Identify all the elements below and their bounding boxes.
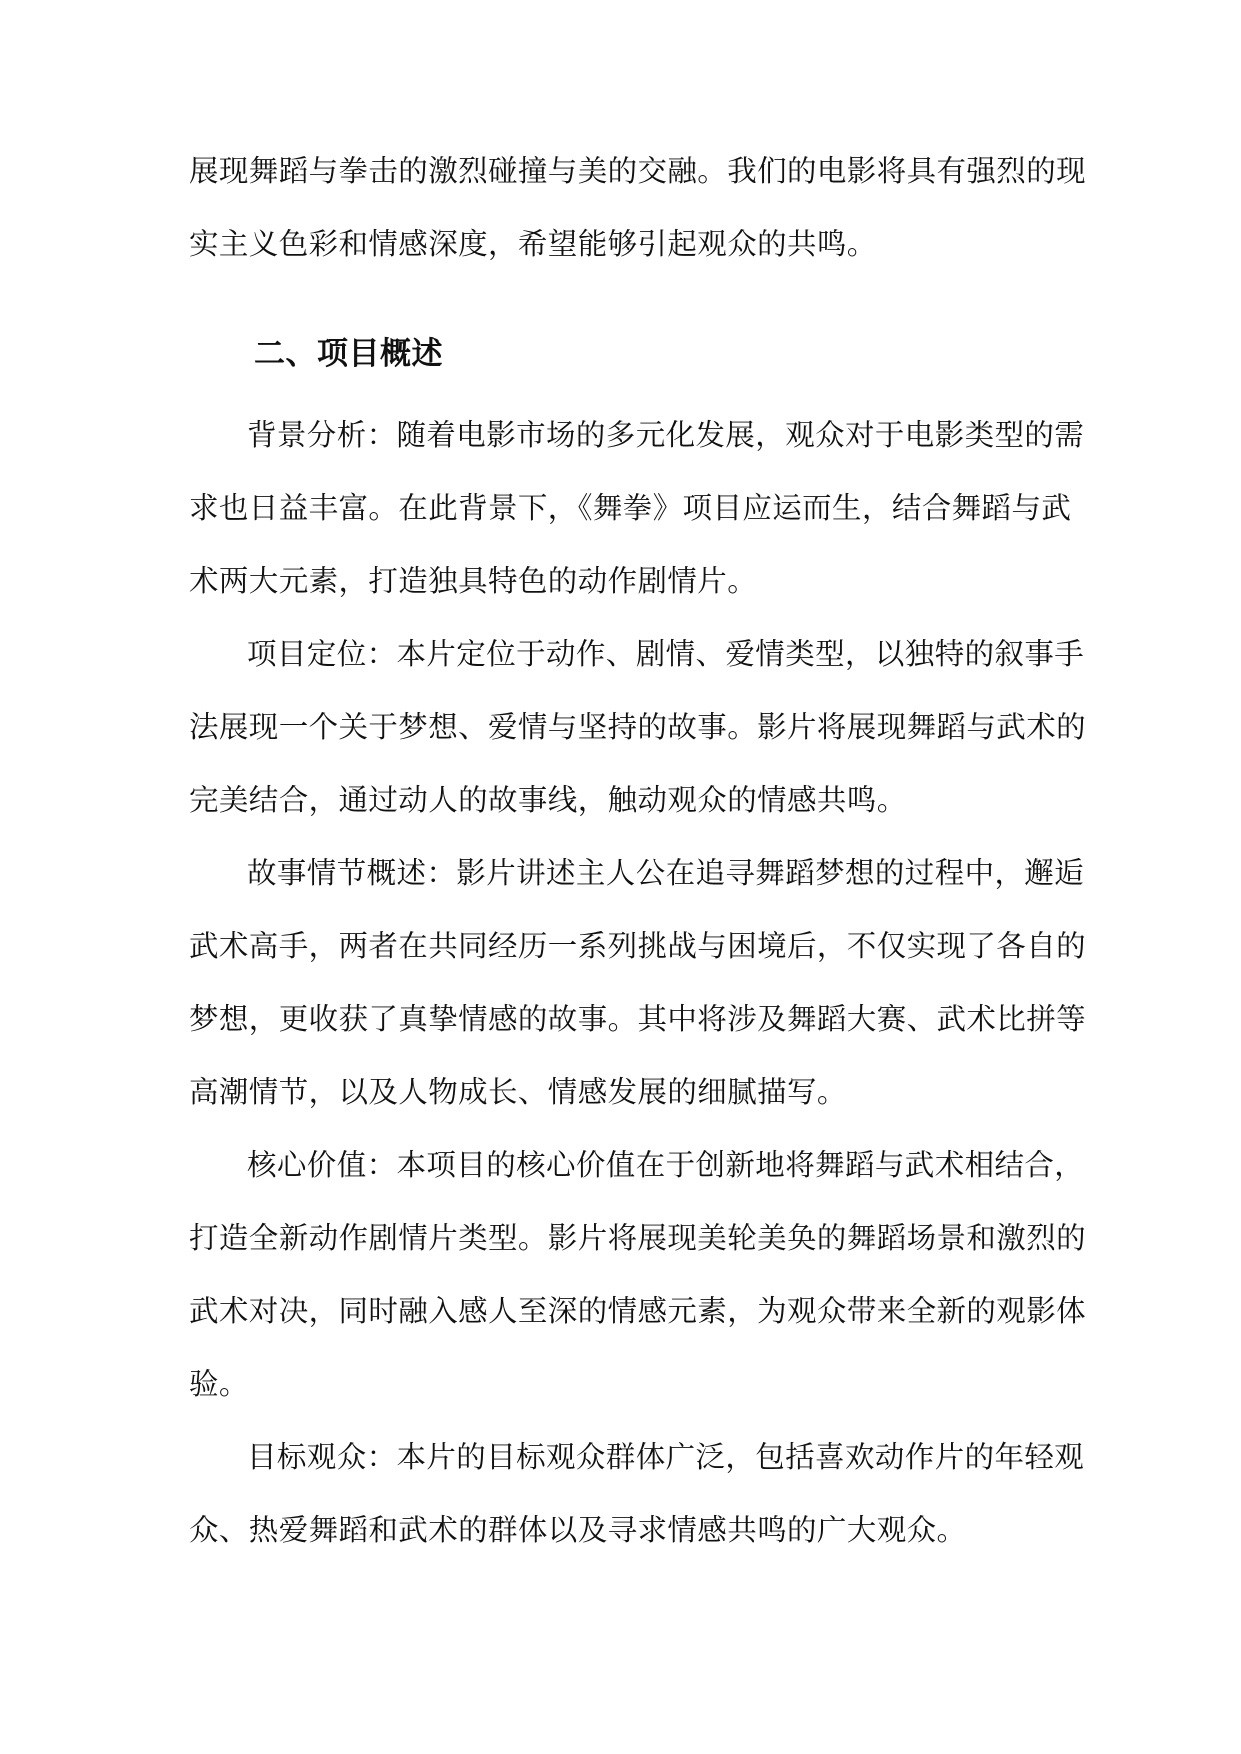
paragraph-line: 目标观众：本片的目标观众群体广泛，包括喜欢动作片的年轻观 [247, 1440, 1085, 1474]
paragraph-line: 背景分析：随着电影市场的多元化发展，观众对于电影类型的需 [247, 418, 1085, 452]
paragraph-line: 武术对决，同时融入感人至深的情感元素，为观众带来全新的观影体 [189, 1294, 1087, 1328]
intro-line: 展现舞蹈与拳击的激烈碰撞与美的交融。我们的电影将具有强烈的现 [189, 154, 1087, 188]
intro-line: 实主义色彩和情感深度，希望能够引起观众的共鸣。 [189, 227, 877, 261]
paragraph-line: 项目定位：本片定位于动作、剧情、爱情类型，以独特的叙事手 [247, 637, 1085, 671]
paragraph-line: 法展现一个关于梦想、爱情与坚持的故事。影片将展现舞蹈与武术的 [189, 710, 1087, 744]
paragraph-line: 众、热爱舞蹈和武术的群体以及寻求情感共鸣的广大观众。 [189, 1513, 967, 1547]
paragraph-line: 验。 [189, 1367, 249, 1401]
paragraph-line: 武术高手，两者在共同经历一系列挑战与困境后，不仅实现了各自的 [189, 929, 1087, 963]
paragraph-line: 故事情节概述：影片讲述主人公在追寻舞蹈梦想的过程中，邂逅 [247, 856, 1085, 890]
paragraph-line: 求也日益丰富。在此背景下，《舞拳》项目应运而生，结合舞蹈与武 [189, 491, 1072, 525]
section-heading: 二、项目概述 [254, 336, 443, 372]
paragraph-line: 核心价值：本项目的核心价值在于创新地将舞蹈与武术相结合， [247, 1148, 1085, 1182]
paragraph-line: 术两大元素，打造独具特色的动作剧情片。 [189, 564, 758, 598]
paragraph-line: 打造全新动作剧情片类型。影片将展现美轮美奂的舞蹈场景和激烈的 [189, 1221, 1087, 1255]
paragraph-line: 梦想，更收获了真挚情感的故事。其中将涉及舞蹈大赛、武术比拼等 [189, 1002, 1087, 1036]
paragraph-line: 完美结合，通过动人的故事线，触动观众的情感共鸣。 [189, 783, 907, 817]
paragraph-line: 高潮情节，以及人物成长、情感发展的细腻描写。 [189, 1075, 847, 1109]
